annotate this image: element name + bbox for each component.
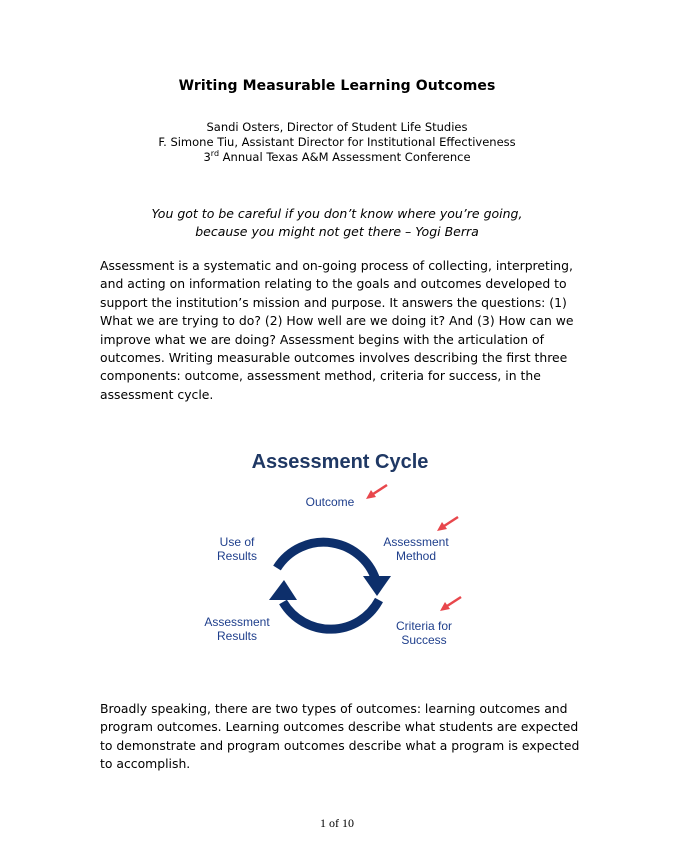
outcome-types-paragraph: Broadly speaking, there are two types of outcomes: learning outcomes and program outcomes. Learning outcomes describe what students are expected to demonstrate and program outcomes describe what a program is expected to accomplish.	[100, 701, 580, 772]
label-use-of-results-1: Use of	[219, 535, 255, 549]
label-outcome: Outcome	[305, 495, 355, 509]
pointer-arrow-assessment-method	[437, 517, 458, 531]
quote-line-2: because you might not get there – Yogi Berra	[195, 224, 479, 239]
cycle-arrowhead-left	[269, 580, 297, 600]
diagram-title: Assessment Cycle	[251, 451, 429, 473]
page-number: 1 of 10	[320, 816, 354, 830]
authors-block	[0, 120, 674, 165]
label-criteria-1: Criteria for	[395, 619, 453, 633]
pointer-arrow-outcome	[366, 485, 387, 499]
conference-name: Annual Texas A&M Assessment Conference	[219, 150, 471, 164]
assessment-cycle-diagram	[180, 440, 500, 670]
pointer-arrow-criteria	[440, 597, 461, 611]
label-assessment-method-2: Method	[395, 549, 437, 563]
cycle-arrow-bottom	[283, 600, 379, 629]
quote-line-1: You got to be careful if you don’t know where you’re going,	[151, 206, 523, 221]
label-assessment-results-2: Results	[216, 629, 258, 643]
conference-ordinal-number: 3	[203, 150, 211, 164]
label-use-of-results-2: Results	[216, 549, 258, 563]
epigraph-quote	[0, 205, 674, 241]
document-title: Writing Measurable Learning Outcomes	[178, 78, 496, 94]
conference-line	[0, 150, 674, 165]
author-line-2: F. Simone Tiu, Assistant Director for Institutional Effectiveness	[158, 135, 516, 149]
label-criteria-2: Success	[401, 633, 447, 647]
intro-paragraph: Assessment is a systematic and on-going process of collecting, interpreting, and acting on information relating to the goals and outcomes developed to support the institution’s mission and purpose. It answers the questions: (1) What we are trying to do? (2) How well are we doing it? And (3) How can we improve what we are doing? Assessment begins with the articulation of outcomes. Writing measurable outcomes involves describing the first three components: outcome, assessment method, criteria for success, in the assessment cycle.	[100, 258, 574, 402]
conference-ordinal-suffix: rd	[210, 149, 220, 159]
cycle-arrow-top	[277, 542, 377, 584]
label-assessment-results-1: Assessment	[204, 615, 270, 629]
cycle-arrowhead-right	[363, 576, 391, 596]
author-line-1: Sandi Osters, Director of Student Life Studies	[206, 120, 468, 134]
label-assessment-method-1: Assessment	[383, 535, 449, 549]
